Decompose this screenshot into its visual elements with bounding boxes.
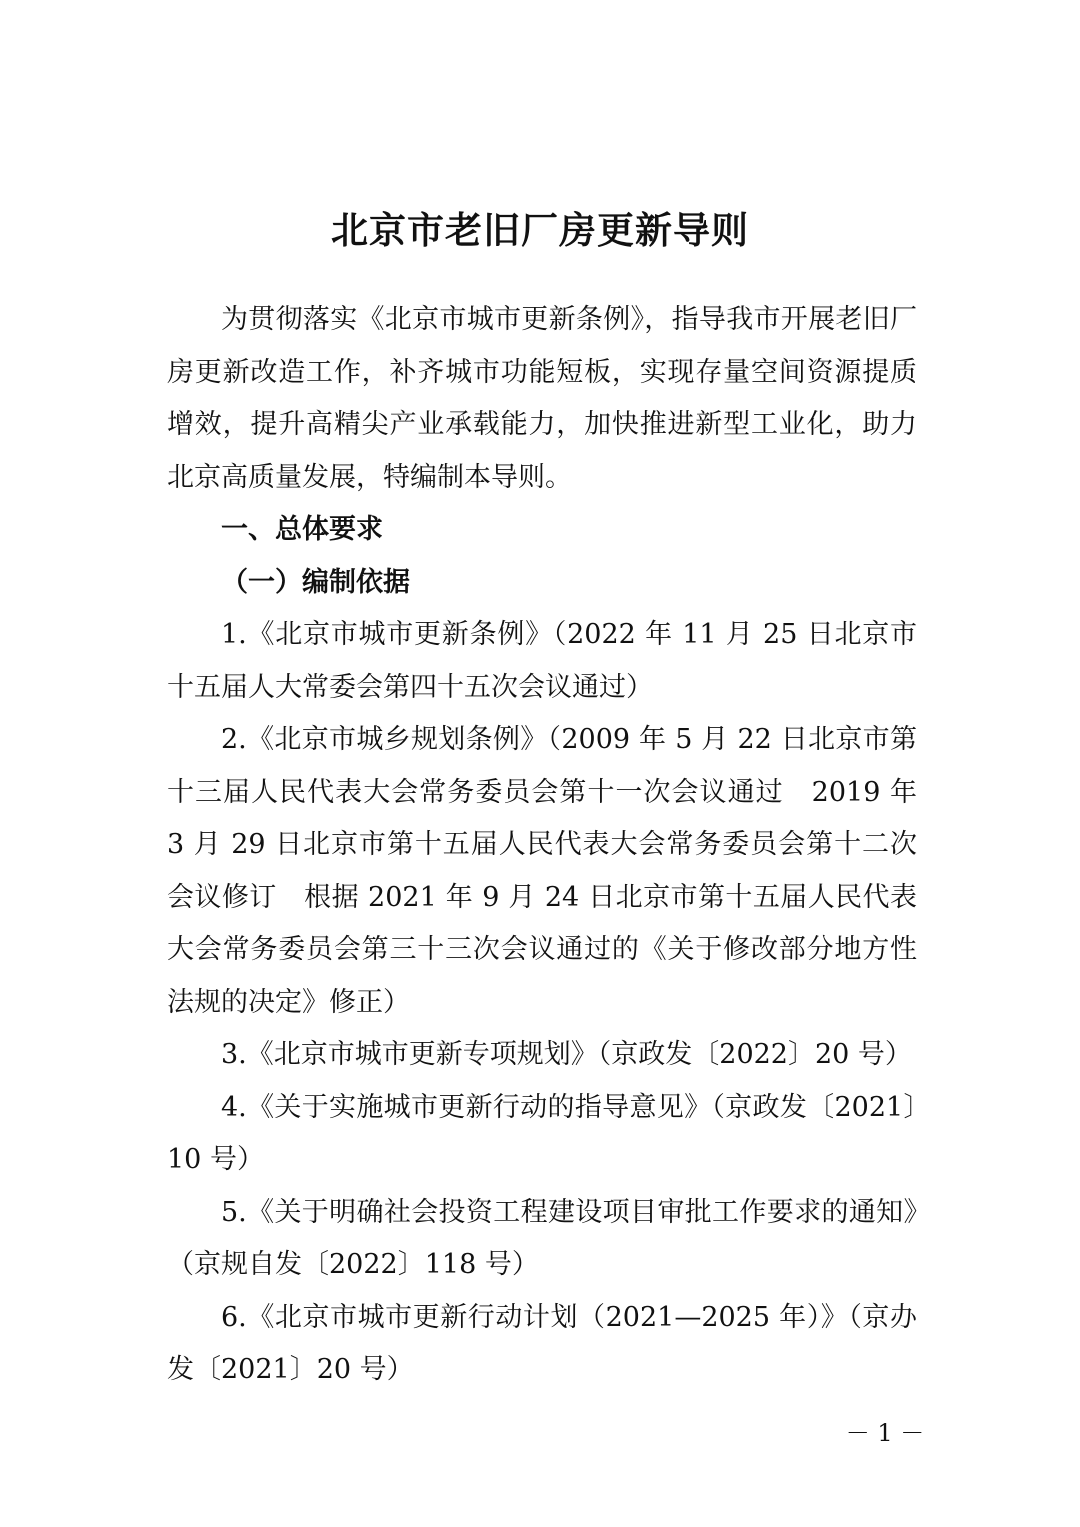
intro-paragraph: 为贯彻落实《北京市城市更新条例》，指导我市开展老旧厂房更新改造工作，补齐城市功能短板，实现存量空间资源提质增效，提升高精尖产业承载能力，加快推进新型工业化，助力北京高质量发展，特编制本导则。 — [167, 304, 917, 493]
document-body — [167, 294, 917, 1397]
basis-item-4: 4.《关于实施城市更新行动的指导意见》（京政发〔2021〕10 号） — [167, 1091, 917, 1175]
basis-item-5: 5.《关于明确社会投资工程建设项目审批工作要求的通知》（京规自发〔2022〕118 号） — [167, 1196, 917, 1280]
document-title: 北京市老旧厂房更新导则 — [331, 208, 749, 252]
basis-item-6: 6.《北京市城市更新行动计划（2021—2025 年）》（京办发〔2021〕20 号） — [167, 1301, 917, 1385]
basis-item-1: 1.《北京市城市更新条例》（2022 年 11 月 25 日北京市十五届人大常委会第四十五次会议通过） — [167, 619, 917, 703]
section-heading-general-requirements: 一、总体要求 — [221, 514, 383, 545]
page-number: － 1 － — [845, 1419, 925, 1447]
basis-item-3: 3.《北京市城市更新专项规划》（京政发〔2022〕20 号） — [221, 1039, 912, 1070]
subsection-heading-compilation-basis: （一）编制依据 — [221, 566, 410, 598]
basis-item-2: 2.《北京市城乡规划条例》（2009 年 5 月 22 日北京市第十三届人民代表大会常务委员会第十一次会议通过 2019 年 3 月 29 日北京市第十五届人民代表大会常务委员会第十二次会议修订 根据 2021 年 9 月 24 日北京市第十五届人民代表大会常务委员会第三十三次会议通过的《关于修改部分地方性法规的决定》修正） — [167, 724, 917, 1018]
